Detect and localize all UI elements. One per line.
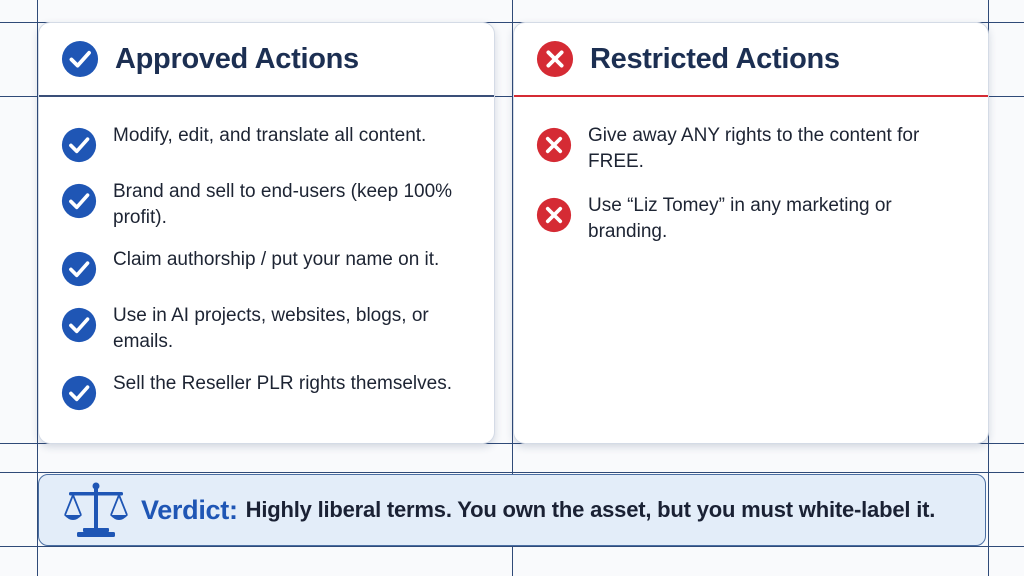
verdict-banner [38,474,986,546]
restricted-actions-card [513,22,989,444]
list-item [536,123,988,175]
verdict-text: Highly liberal terms. You own the asset, but you must white-label it. [245,497,936,522]
grid-line [0,472,1024,473]
restricted-list [514,97,988,245]
list-item-text: Brand and sell to end-users (keep 100% profit). [113,181,453,228]
approved-actions-card [38,22,495,444]
approved-list [39,97,494,411]
verdict-label: Verdict: [141,494,238,525]
list-item-text: Claim authorship / put your name on it. [113,249,440,270]
restricted-title: Restricted Actions [590,42,840,75]
list-item-text: Use in AI projects, websites, blogs, or emails. [113,305,429,352]
list-item-text: Modify, edit, and translate all content. [113,125,427,146]
list-item [536,193,988,245]
x-circle-icon [536,40,574,78]
check-circle-icon [61,183,97,219]
list-item [61,179,494,231]
check-circle-icon [61,40,99,78]
list-item-text: Give away ANY rights to the content for FREE. [588,125,920,172]
list-item [61,371,494,411]
check-circle-icon [61,127,97,163]
check-circle-icon [61,375,97,411]
check-circle-icon [61,251,97,287]
grid-line [0,546,1024,547]
check-circle-icon [61,307,97,343]
approved-header [39,23,494,97]
x-circle-icon [536,197,572,233]
approved-title: Approved Actions [115,42,359,75]
list-item [61,303,494,355]
scales-icon [63,481,129,539]
list-item-text: Use “Liz Tomey” in any marketing or branding. [588,195,892,242]
list-item [61,247,494,287]
x-circle-icon [536,127,572,163]
list-item-text: Sell the Reseller PLR rights themselves. [113,373,452,394]
list-item [61,123,494,163]
restricted-header [514,23,988,97]
